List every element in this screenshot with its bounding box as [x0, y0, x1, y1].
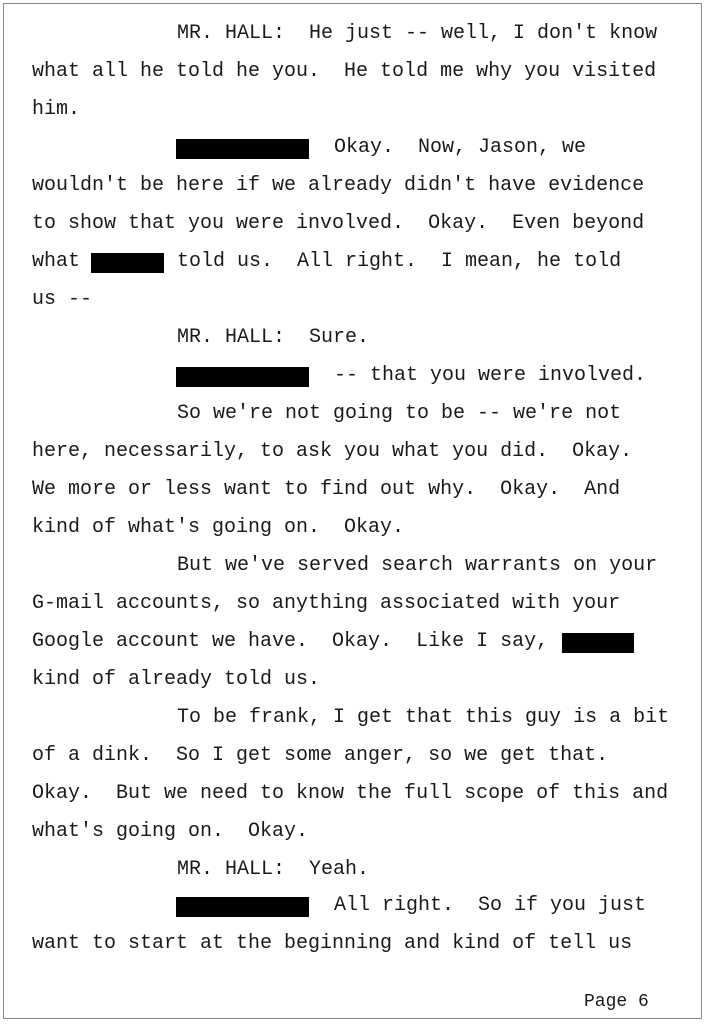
transcript-line: told us. All right. I mean, he told [177, 250, 622, 273]
transcript-line: here, necessarily, to ask you what you did. Okay. [32, 440, 633, 463]
transcript-line: what [32, 250, 81, 273]
transcript-line: Okay. Now, Jason, we [334, 136, 587, 159]
transcript-line: what all he told he you. He told me why you visited [32, 60, 657, 83]
transcript-line: kind of already told us. [32, 668, 321, 691]
redaction-box [176, 139, 309, 159]
transcript-line: kind of what's going on. Okay. [32, 516, 405, 539]
redaction-box [562, 633, 634, 653]
transcript-line: us -- [32, 288, 93, 311]
transcript-line: MR. HALL: Yeah. [177, 858, 370, 881]
transcript-line: But we've served search warrants on your [177, 554, 658, 577]
page-number: Page 6 [584, 992, 649, 1012]
transcript-line: So we're not going to be -- we're not [177, 402, 622, 425]
redaction-box [176, 367, 309, 387]
transcript-page [3, 3, 702, 1019]
transcript-line: We more or less want to find out why. Okay. And [32, 478, 621, 501]
transcript-line: want to start at the beginning and kind of tell us [32, 932, 633, 955]
transcript-line: MR. HALL: He just -- well, I don't know [177, 22, 658, 45]
transcript-line: MR. HALL: Sure. [177, 326, 370, 349]
transcript-line: G-mail accounts, so anything associated with your [32, 592, 621, 615]
transcript-line: -- that you were involved. [334, 364, 647, 387]
transcript-line: To be frank, I get that this guy is a bit [177, 706, 670, 729]
redaction-box [176, 897, 309, 917]
transcript-line: All right. So if you just [334, 894, 647, 917]
transcript-line: of a dink. So I get some anger, so we get that. [32, 744, 609, 767]
transcript-line: what's going on. Okay. [32, 820, 309, 843]
transcript-line: Google account we have. Okay. Like I say, [32, 630, 549, 653]
redaction-box [91, 253, 164, 273]
transcript-line: Okay. But we need to know the full scope of this and [32, 782, 669, 805]
transcript-line: him. [32, 98, 81, 121]
transcript-line: to show that you were involved. Okay. Even beyond [32, 212, 645, 235]
transcript-line: wouldn't be here if we already didn't have evidence [32, 174, 645, 197]
